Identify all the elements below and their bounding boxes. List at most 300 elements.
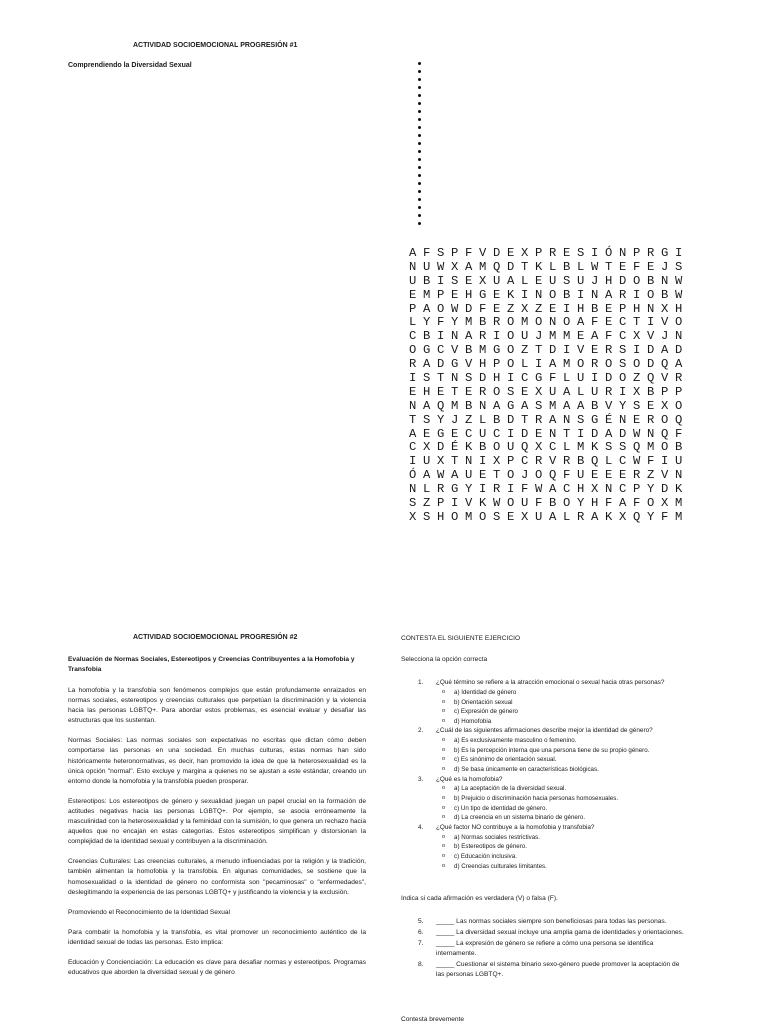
- word-search-letter[interactable]: Y: [577, 496, 585, 511]
- word-search-letter[interactable]: I: [507, 482, 515, 497]
- word-search-letter[interactable]: D: [675, 343, 683, 358]
- answer-option[interactable]: o b) Estereotipos de género.: [418, 842, 748, 852]
- word-search-letter[interactable]: D: [661, 482, 669, 497]
- word-search-letter[interactable]: T: [437, 371, 445, 386]
- tf-item[interactable]: [418, 939, 688, 959]
- word-search-letter[interactable]: A: [605, 426, 613, 441]
- word-search-letter[interactable]: T: [605, 259, 613, 274]
- word-search-letter[interactable]: V: [465, 357, 473, 372]
- word-search-letter[interactable]: S: [577, 246, 585, 260]
- word-search-letter[interactable]: S: [423, 412, 431, 427]
- word-search-letter[interactable]: O: [451, 509, 459, 524]
- word-search-letter[interactable]: X: [633, 329, 641, 344]
- word-search-letter[interactable]: K: [591, 440, 599, 455]
- word-search-letter[interactable]: X: [451, 259, 459, 274]
- word-search-letter[interactable]: E: [437, 384, 445, 399]
- word-search-letter[interactable]: A: [591, 329, 599, 344]
- word-search-letter[interactable]: O: [493, 440, 501, 455]
- word-search-letter[interactable]: I: [451, 496, 459, 511]
- word-search-letter[interactable]: R: [437, 482, 445, 497]
- word-search-letter[interactable]: Z: [465, 412, 473, 427]
- word-search-letter[interactable]: L: [605, 454, 613, 469]
- word-search-letter[interactable]: X: [535, 384, 543, 399]
- word-search-letter[interactable]: N: [605, 482, 613, 497]
- word-search-letter[interactable]: O: [479, 509, 487, 524]
- word-search-letter[interactable]: X: [633, 384, 641, 399]
- word-search-letter[interactable]: B: [661, 287, 669, 302]
- word-search-letter[interactable]: N: [647, 426, 655, 441]
- word-search-letter[interactable]: O: [661, 412, 669, 427]
- word-search-letter[interactable]: O: [633, 357, 641, 372]
- word-search-letter[interactable]: U: [521, 329, 529, 344]
- word-search-letter[interactable]: O: [507, 357, 515, 372]
- word-search-letter[interactable]: F: [605, 496, 613, 511]
- word-search-letter[interactable]: B: [647, 273, 655, 288]
- word-search-letter[interactable]: S: [619, 343, 627, 358]
- word-search-letter[interactable]: X: [437, 454, 445, 469]
- word-search-letter[interactable]: A: [549, 509, 557, 524]
- word-search-letter[interactable]: G: [493, 343, 501, 358]
- word-search-letter[interactable]: B: [591, 398, 599, 413]
- word-search-letter[interactable]: P: [451, 246, 459, 260]
- word-search-letter[interactable]: É: [605, 412, 613, 427]
- word-search-letter[interactable]: X: [661, 398, 669, 413]
- word-search-letter[interactable]: B: [675, 440, 683, 455]
- word-search-letter[interactable]: U: [409, 273, 417, 288]
- word-search-letter[interactable]: Q: [647, 371, 655, 386]
- word-search-letter[interactable]: I: [493, 329, 501, 344]
- word-search-letter[interactable]: R: [493, 315, 501, 330]
- word-search-letter[interactable]: Q: [591, 454, 599, 469]
- word-search-letter[interactable]: M: [563, 329, 571, 344]
- word-search-letter[interactable]: H: [591, 496, 599, 511]
- word-search-letter[interactable]: A: [409, 426, 417, 441]
- word-search-letter[interactable]: Z: [423, 496, 431, 511]
- word-search-letter[interactable]: X: [661, 496, 669, 511]
- word-search-letter[interactable]: M: [465, 509, 473, 524]
- word-search-letter[interactable]: U: [549, 384, 557, 399]
- word-search-letter[interactable]: M: [465, 315, 473, 330]
- word-search-letter[interactable]: E: [633, 412, 641, 427]
- word-search-letter[interactable]: M: [479, 259, 487, 274]
- word-search-letter[interactable]: E: [605, 301, 613, 316]
- word-search-letter[interactable]: J: [661, 259, 669, 274]
- word-search-letter[interactable]: Z: [507, 301, 515, 316]
- word-search-letter[interactable]: U: [423, 259, 431, 274]
- word-search-letter[interactable]: R: [409, 357, 417, 372]
- word-search-letter[interactable]: U: [465, 468, 473, 483]
- word-search-letter[interactable]: G: [535, 371, 543, 386]
- word-search-letter[interactable]: D: [507, 412, 515, 427]
- word-search-letter[interactable]: H: [493, 371, 501, 386]
- word-search-letter[interactable]: K: [479, 496, 487, 511]
- word-search-letter[interactable]: O: [437, 301, 445, 316]
- word-search-letter[interactable]: E: [577, 329, 585, 344]
- word-search-letter[interactable]: N: [465, 454, 473, 469]
- word-search-letter[interactable]: B: [423, 273, 431, 288]
- word-search-letter[interactable]: G: [479, 287, 487, 302]
- word-search-letter[interactable]: X: [535, 440, 543, 455]
- word-search-letter[interactable]: A: [605, 287, 613, 302]
- word-search-letter[interactable]: X: [591, 482, 599, 497]
- word-search-letter[interactable]: P: [409, 301, 417, 316]
- word-search-letter[interactable]: U: [507, 440, 515, 455]
- word-search-letter[interactable]: B: [465, 398, 473, 413]
- word-search-letter[interactable]: R: [535, 454, 543, 469]
- word-search-letter[interactable]: E: [549, 301, 557, 316]
- word-search-letter[interactable]: A: [675, 357, 683, 372]
- word-search-letter[interactable]: B: [465, 343, 473, 358]
- word-search-letter[interactable]: J: [591, 273, 599, 288]
- word-search-letter[interactable]: H: [465, 287, 473, 302]
- word-search-letter[interactable]: D: [521, 426, 529, 441]
- answer-option[interactable]: o a) Identidad de género: [418, 688, 748, 698]
- word-search-letter[interactable]: X: [423, 440, 431, 455]
- word-search-letter[interactable]: L: [521, 273, 529, 288]
- word-search-letter[interactable]: Q: [437, 398, 445, 413]
- word-search-letter[interactable]: O: [675, 398, 683, 413]
- word-search-letter[interactable]: N: [549, 426, 557, 441]
- word-search-letter[interactable]: H: [437, 509, 445, 524]
- word-search-letter[interactable]: N: [563, 412, 571, 427]
- word-search-letter[interactable]: A: [465, 259, 473, 274]
- word-search-letter[interactable]: T: [451, 454, 459, 469]
- word-search-letter[interactable]: G: [451, 482, 459, 497]
- word-search-letter[interactable]: E: [423, 426, 431, 441]
- answer-option[interactable]: o a) Es exclusivamente masculino o femenino.: [418, 736, 748, 746]
- word-search-letter[interactable]: L: [479, 412, 487, 427]
- word-search-letter[interactable]: R: [647, 246, 655, 260]
- word-search-letter[interactable]: N: [661, 273, 669, 288]
- word-search-letter[interactable]: S: [507, 384, 515, 399]
- word-search-letter[interactable]: N: [409, 259, 417, 274]
- word-search-letter[interactable]: Q: [633, 440, 641, 455]
- word-search-letter[interactable]: E: [591, 343, 599, 358]
- word-search-letter[interactable]: I: [409, 454, 417, 469]
- word-search-letter[interactable]: I: [619, 384, 627, 399]
- word-search-letter[interactable]: G: [451, 357, 459, 372]
- word-search-letter[interactable]: V: [465, 496, 473, 511]
- word-search-letter[interactable]: I: [591, 371, 599, 386]
- word-search-letter[interactable]: S: [423, 371, 431, 386]
- word-search-letter[interactable]: L: [549, 259, 557, 274]
- word-search-letter[interactable]: X: [521, 246, 529, 260]
- word-search-letter[interactable]: V: [577, 343, 585, 358]
- word-search-letter[interactable]: O: [619, 371, 627, 386]
- word-search-letter[interactable]: T: [633, 315, 641, 330]
- word-search-letter[interactable]: A: [563, 398, 571, 413]
- word-search-letter[interactable]: U: [591, 384, 599, 399]
- word-search-letter[interactable]: O: [549, 287, 557, 302]
- word-search-letter[interactable]: M: [451, 398, 459, 413]
- word-search-letter[interactable]: X: [521, 509, 529, 524]
- word-search-letter[interactable]: D: [647, 357, 655, 372]
- word-search-letter[interactable]: U: [479, 426, 487, 441]
- word-search-letter[interactable]: B: [577, 454, 585, 469]
- answer-option[interactable]: o d) Se basa únicamente en características biológicas.: [418, 765, 748, 775]
- word-search-letter[interactable]: B: [479, 440, 487, 455]
- word-search-letter[interactable]: A: [577, 398, 585, 413]
- word-search-letter[interactable]: Q: [521, 440, 529, 455]
- word-search-letter[interactable]: P: [437, 496, 445, 511]
- word-search-letter[interactable]: J: [661, 329, 669, 344]
- word-search-letter[interactable]: X: [479, 273, 487, 288]
- word-search-letter[interactable]: I: [675, 246, 683, 260]
- word-search-letter[interactable]: R: [479, 384, 487, 399]
- word-search-letter[interactable]: B: [479, 315, 487, 330]
- word-search-letter[interactable]: D: [493, 246, 501, 260]
- word-search-letter[interactable]: A: [549, 357, 557, 372]
- word-search-letter[interactable]: Ó: [409, 468, 417, 483]
- word-search-letter[interactable]: P: [661, 384, 669, 399]
- word-search-letter[interactable]: S: [465, 371, 473, 386]
- word-search-letter[interactable]: E: [647, 398, 655, 413]
- word-search-letter[interactable]: É: [451, 440, 459, 455]
- word-search-letter[interactable]: A: [549, 482, 557, 497]
- word-search-letter[interactable]: F: [521, 482, 529, 497]
- word-search-letter[interactable]: M: [549, 398, 557, 413]
- word-search-letter[interactable]: O: [493, 384, 501, 399]
- word-search-letter[interactable]: L: [521, 357, 529, 372]
- tf-item[interactable]: [418, 928, 688, 938]
- word-search-letter[interactable]: D: [465, 301, 473, 316]
- word-search-letter[interactable]: I: [661, 454, 669, 469]
- word-search-letter[interactable]: L: [409, 315, 417, 330]
- word-search-letter[interactable]: S: [451, 273, 459, 288]
- word-search-letter[interactable]: V: [661, 371, 669, 386]
- word-search-letter[interactable]: R: [605, 384, 613, 399]
- word-search-letter[interactable]: N: [619, 246, 627, 260]
- word-search-letter[interactable]: A: [465, 329, 473, 344]
- word-search-letter[interactable]: W: [535, 482, 543, 497]
- word-search-letter[interactable]: U: [577, 273, 585, 288]
- word-search-letter[interactable]: Z: [535, 301, 543, 316]
- word-search-letter[interactable]: Y: [647, 482, 655, 497]
- word-search-letter[interactable]: S: [633, 398, 641, 413]
- word-search-letter[interactable]: K: [675, 482, 683, 497]
- word-search-letter[interactable]: U: [521, 496, 529, 511]
- word-search-letter[interactable]: I: [507, 371, 515, 386]
- word-search-letter[interactable]: C: [619, 454, 627, 469]
- word-search-letter[interactable]: S: [493, 509, 501, 524]
- word-search-letter[interactable]: A: [619, 496, 627, 511]
- word-search-letter[interactable]: C: [619, 329, 627, 344]
- word-search-letter[interactable]: L: [577, 384, 585, 399]
- word-search-letter[interactable]: C: [437, 343, 445, 358]
- word-search-letter[interactable]: I: [633, 343, 641, 358]
- word-search-letter[interactable]: E: [591, 468, 599, 483]
- word-search-letter[interactable]: F: [633, 259, 641, 274]
- word-search-letter[interactable]: E: [409, 384, 417, 399]
- word-search-letter[interactable]: W: [451, 301, 459, 316]
- word-search-letter[interactable]: E: [605, 315, 613, 330]
- word-search-letter[interactable]: I: [647, 315, 655, 330]
- word-search-letter[interactable]: O: [535, 315, 543, 330]
- word-search-letter[interactable]: H: [423, 384, 431, 399]
- word-search-letter[interactable]: E: [507, 246, 515, 260]
- answer-option[interactable]: o b) Orientación sexual: [418, 698, 748, 708]
- word-search-letter[interactable]: E: [465, 273, 473, 288]
- word-search-letter[interactable]: I: [437, 273, 445, 288]
- word-search-letter[interactable]: F: [465, 246, 473, 260]
- answer-option[interactable]: o a) Normas sociales restrictivas.: [418, 833, 748, 843]
- word-search-letter[interactable]: Y: [647, 509, 655, 524]
- word-search-letter[interactable]: P: [535, 246, 543, 260]
- word-search-letter[interactable]: K: [605, 509, 613, 524]
- word-search-letter[interactable]: A: [409, 246, 417, 260]
- word-search-letter[interactable]: L: [577, 259, 585, 274]
- word-search-letter[interactable]: B: [591, 301, 599, 316]
- word-search-letter[interactable]: F: [675, 426, 683, 441]
- word-search-letter[interactable]: Y: [619, 398, 627, 413]
- word-search-letter[interactable]: R: [633, 468, 641, 483]
- word-search-letter[interactable]: E: [493, 287, 501, 302]
- word-search-letter[interactable]: R: [619, 287, 627, 302]
- word-search-letter[interactable]: P: [633, 482, 641, 497]
- answer-option[interactable]: o d) La creencia en un sistema binario de género.: [418, 813, 748, 823]
- word-search-letter[interactable]: N: [535, 287, 543, 302]
- word-search-letter[interactable]: J: [521, 468, 529, 483]
- word-search-letter[interactable]: O: [577, 357, 585, 372]
- word-search-letter[interactable]: U: [423, 454, 431, 469]
- word-search-letter[interactable]: N: [479, 398, 487, 413]
- word-search-letter[interactable]: L: [423, 482, 431, 497]
- word-search-letter[interactable]: T: [521, 412, 529, 427]
- word-search-letter[interactable]: B: [423, 329, 431, 344]
- word-search-letter[interactable]: F: [563, 468, 571, 483]
- word-search-letter[interactable]: U: [535, 509, 543, 524]
- word-search-letter[interactable]: I: [437, 329, 445, 344]
- word-search-letter[interactable]: I: [633, 287, 641, 302]
- word-search-letter[interactable]: G: [423, 343, 431, 358]
- word-search-letter[interactable]: E: [521, 384, 529, 399]
- word-search-letter[interactable]: Q: [661, 426, 669, 441]
- word-search-letter[interactable]: D: [437, 440, 445, 455]
- word-search-letter[interactable]: D: [605, 371, 613, 386]
- word-search-letter[interactable]: E: [465, 384, 473, 399]
- word-search-letter[interactable]: F: [605, 329, 613, 344]
- word-search-letter[interactable]: G: [591, 412, 599, 427]
- word-search-letter[interactable]: I: [507, 426, 515, 441]
- word-search-letter[interactable]: O: [507, 329, 515, 344]
- word-search-letter[interactable]: J: [535, 329, 543, 344]
- word-search-letter[interactable]: V: [549, 454, 557, 469]
- word-search-letter[interactable]: M: [647, 440, 655, 455]
- word-search-letter[interactable]: B: [647, 384, 655, 399]
- word-search-letter[interactable]: I: [563, 301, 571, 316]
- word-search-letter[interactable]: Ó: [605, 246, 613, 260]
- word-search-letter[interactable]: E: [563, 246, 571, 260]
- word-search-letter[interactable]: E: [493, 301, 501, 316]
- word-search-letter[interactable]: S: [423, 509, 431, 524]
- word-search-letter[interactable]: V: [647, 329, 655, 344]
- word-search-letter[interactable]: O: [507, 315, 515, 330]
- word-search-letter[interactable]: U: [577, 371, 585, 386]
- word-search-letter[interactable]: G: [507, 398, 515, 413]
- word-search-letter[interactable]: G: [437, 426, 445, 441]
- word-search-letter[interactable]: L: [563, 371, 571, 386]
- word-search-letter[interactable]: D: [619, 273, 627, 288]
- word-search-letter[interactable]: A: [577, 315, 585, 330]
- word-search-letter[interactable]: T: [451, 384, 459, 399]
- word-search-letter[interactable]: U: [675, 454, 683, 469]
- word-search-letter[interactable]: Y: [437, 412, 445, 427]
- word-search-letter[interactable]: R: [549, 246, 557, 260]
- word-search-letter[interactable]: I: [577, 426, 585, 441]
- word-search-letter[interactable]: J: [451, 412, 459, 427]
- answer-option[interactable]: o c) Educación inclusiva.: [418, 852, 748, 862]
- word-search-letter[interactable]: E: [507, 509, 515, 524]
- word-search-letter[interactable]: N: [451, 329, 459, 344]
- word-search-letter[interactable]: U: [493, 273, 501, 288]
- answer-option[interactable]: o b) Es la percepción interna que una persona tiene de su propio género.: [418, 746, 748, 756]
- word-search-letter[interactable]: R: [493, 482, 501, 497]
- word-search-letter[interactable]: O: [507, 343, 515, 358]
- word-search-letter[interactable]: P: [619, 301, 627, 316]
- word-search-letter[interactable]: Y: [451, 315, 459, 330]
- word-search-letter[interactable]: A: [423, 357, 431, 372]
- word-search-letter[interactable]: T: [521, 259, 529, 274]
- word-search-letter[interactable]: T: [409, 412, 417, 427]
- word-search-letter[interactable]: L: [563, 509, 571, 524]
- word-search-letter[interactable]: N: [647, 301, 655, 316]
- word-search-letter[interactable]: O: [661, 440, 669, 455]
- word-search-letter[interactable]: E: [605, 468, 613, 483]
- word-search-letter[interactable]: N: [591, 287, 599, 302]
- answer-option[interactable]: o a) La aceptación de la diversidad sexual.: [418, 784, 748, 794]
- word-search-letter[interactable]: O: [605, 357, 613, 372]
- word-search-letter[interactable]: M: [549, 329, 557, 344]
- word-search-letter[interactable]: Z: [633, 371, 641, 386]
- word-search-letter[interactable]: E: [451, 287, 459, 302]
- word-search-letter[interactable]: O: [507, 496, 515, 511]
- word-search-letter[interactable]: O: [409, 343, 417, 358]
- word-search-letter[interactable]: U: [577, 468, 585, 483]
- answer-option[interactable]: o c) Un tipo de identidad de género.: [418, 804, 748, 814]
- word-search-letter[interactable]: C: [563, 482, 571, 497]
- word-search-letter[interactable]: N: [675, 468, 683, 483]
- word-search-letter[interactable]: A: [423, 301, 431, 316]
- word-search-letter[interactable]: W: [493, 496, 501, 511]
- word-search-letter[interactable]: H: [479, 357, 487, 372]
- word-search-letter[interactable]: O: [563, 315, 571, 330]
- word-search-letter[interactable]: A: [493, 398, 501, 413]
- word-search-letter[interactable]: S: [409, 496, 417, 511]
- word-search-letter[interactable]: I: [563, 343, 571, 358]
- word-search-letter[interactable]: N: [619, 412, 627, 427]
- word-search-letter[interactable]: P: [437, 287, 445, 302]
- word-search-letter[interactable]: M: [675, 509, 683, 524]
- word-search-letter[interactable]: R: [577, 509, 585, 524]
- word-search-letter[interactable]: U: [549, 273, 557, 288]
- word-search-letter[interactable]: T: [535, 343, 543, 358]
- word-search-letter[interactable]: B: [563, 287, 571, 302]
- word-search-letter[interactable]: I: [591, 246, 599, 260]
- tf-item[interactable]: [418, 917, 688, 927]
- word-search-letter[interactable]: O: [647, 287, 655, 302]
- word-search-letter[interactable]: S: [577, 412, 585, 427]
- answer-option[interactable]: o d) Homofobia: [418, 717, 748, 727]
- word-search-letter[interactable]: C: [465, 426, 473, 441]
- word-search-letter[interactable]: I: [479, 482, 487, 497]
- word-search-letter[interactable]: R: [591, 357, 599, 372]
- word-search-letter[interactable]: M: [521, 315, 529, 330]
- word-search-letter[interactable]: A: [591, 509, 599, 524]
- word-search-letter[interactable]: Q: [493, 259, 501, 274]
- word-search-letter[interactable]: Q: [549, 468, 557, 483]
- word-search-letter[interactable]: A: [507, 273, 515, 288]
- word-search-letter[interactable]: B: [493, 412, 501, 427]
